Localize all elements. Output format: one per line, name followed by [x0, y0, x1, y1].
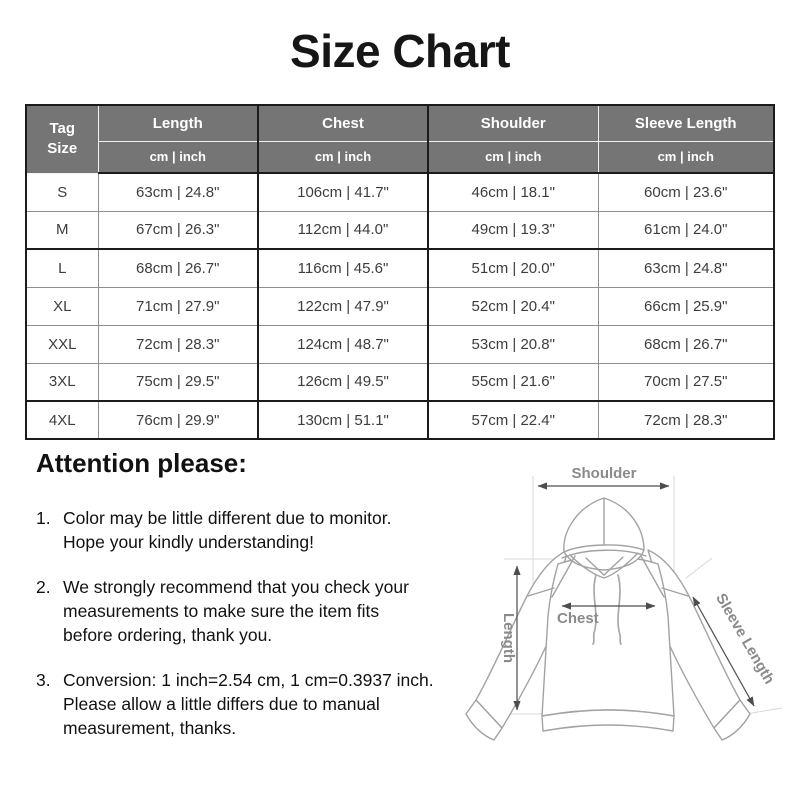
- sleeve-cell: 66cm | 25.9": [598, 287, 774, 325]
- attention-heading: Attention please:: [36, 448, 247, 478]
- size-cell: S: [26, 173, 98, 211]
- shoulder-cell: 46cm | 18.1": [428, 173, 598, 211]
- unit-header-chest: cm | inch: [258, 141, 428, 173]
- length-cell: 72cm | 28.3": [98, 325, 258, 363]
- shoulder-cell: 55cm | 21.6": [428, 363, 598, 401]
- length-label: Length: [500, 613, 517, 663]
- attention-item-number: 1.: [36, 508, 51, 528]
- shoulder-cell: 49cm | 19.3": [428, 211, 598, 249]
- sleeve-cell: 63cm | 24.8": [598, 249, 774, 287]
- attention-section: [36, 448, 466, 761]
- chest-cell: 126cm | 49.5": [258, 363, 428, 401]
- size-cell: 3XL: [26, 363, 98, 401]
- table-row-3xl: [26, 363, 774, 401]
- guide-line: [746, 708, 782, 714]
- corner-header-tag-size: [26, 105, 98, 173]
- page-title: Size Chart: [290, 25, 510, 77]
- length-cell: 63cm | 24.8": [98, 173, 258, 211]
- attention-item-number: 2.: [36, 577, 51, 597]
- size-cell: M: [26, 211, 98, 249]
- unit-header-sleeve-length: cm | inch: [598, 141, 774, 173]
- shoulder-cell: 53cm | 20.8": [428, 325, 598, 363]
- chest-cell: 112cm | 44.0": [258, 211, 428, 249]
- length-cell: 71cm | 27.9": [98, 287, 258, 325]
- guide-line: [686, 558, 712, 578]
- sleeve-length-label: Sleeve Length: [712, 590, 778, 688]
- sleeve-cell: 68cm | 26.7": [598, 325, 774, 363]
- length-cell: 75cm | 29.5": [98, 363, 258, 401]
- header-row-units: [26, 141, 774, 173]
- hoodie-diagram-svg: [458, 446, 800, 796]
- col-header-sleeve-length: Sleeve Length: [598, 105, 774, 141]
- attention-item-3: [36, 668, 466, 740]
- size-cell: XXL: [26, 325, 98, 363]
- chest-label: Chest: [557, 610, 599, 627]
- unit-header-length: cm | inch: [98, 141, 258, 173]
- length-cell: 76cm | 29.9": [98, 401, 258, 439]
- sleeve-cell: 70cm | 27.5": [598, 363, 774, 401]
- table-row-m: [26, 211, 774, 249]
- chest-cell: 116cm | 45.6": [258, 249, 428, 287]
- col-header-length: Length: [98, 105, 258, 141]
- size-chart-table: [25, 104, 775, 440]
- shoulder-cell: 57cm | 22.4": [428, 401, 598, 439]
- length-cell: 67cm | 26.3": [98, 211, 258, 249]
- length-cell: 68cm | 26.7": [98, 249, 258, 287]
- table-row-xl: [26, 287, 774, 325]
- sleeve-cell: 60cm | 23.6": [598, 173, 774, 211]
- hoodie-measurement-diagram: [458, 446, 800, 796]
- sleeve-cell: 61cm | 24.0": [598, 211, 774, 249]
- corner-line-1: Tag: [49, 120, 76, 137]
- unit-header-shoulder: cm | inch: [428, 141, 598, 173]
- shoulder-label: Shoulder: [571, 465, 637, 482]
- attention-item-text: We strongly recommend that you check your measurements to make sure the item fits before ordering, thank you.: [63, 577, 409, 645]
- header-row-groups: [26, 105, 774, 141]
- chest-cell: 106cm | 41.7": [258, 173, 428, 211]
- attention-item-2: [36, 575, 466, 647]
- table-row-xxl: [26, 325, 774, 363]
- col-header-shoulder: Shoulder: [428, 105, 598, 141]
- chest-cell: 124cm | 48.7": [258, 325, 428, 363]
- attention-item-number: 3.: [36, 670, 51, 690]
- col-header-chest: Chest: [258, 105, 428, 141]
- attention-item-text: Color may be little different due to monitor. Hope your kindly understanding!: [63, 508, 392, 552]
- size-cell: L: [26, 249, 98, 287]
- corner-line-2: Size: [47, 140, 78, 158]
- table-row-s: [26, 173, 774, 211]
- table-row-l: [26, 249, 774, 287]
- shoulder-cell: 52cm | 20.4": [428, 287, 598, 325]
- size-cell: XL: [26, 287, 98, 325]
- hoodie-hem-band: [542, 710, 674, 731]
- chest-cell: 122cm | 47.9": [258, 287, 428, 325]
- shoulder-cell: 51cm | 20.0": [428, 249, 598, 287]
- size-cell: 4XL: [26, 401, 98, 439]
- chest-cell: 130cm | 51.1": [258, 401, 428, 439]
- attention-item-text: Conversion: 1 inch=2.54 cm, 1 cm=0.3937 inch. Please allow a little differs due to manual measurement, thanks.: [63, 670, 434, 738]
- attention-item-1: [36, 506, 466, 554]
- table-row-4xl: [26, 401, 774, 439]
- sleeve-cell: 72cm | 28.3": [598, 401, 774, 439]
